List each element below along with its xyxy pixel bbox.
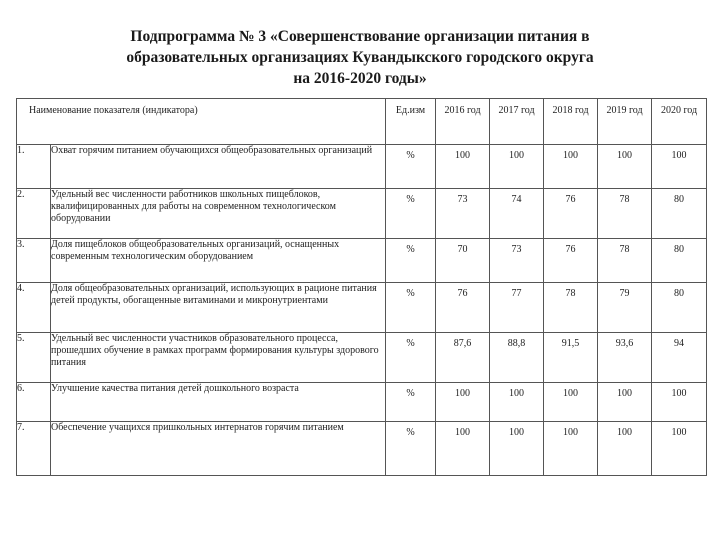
row-number: 7.	[17, 422, 51, 476]
row-unit: %	[386, 422, 436, 476]
row-unit: %	[386, 189, 436, 239]
row-value-2016: 73	[436, 189, 490, 239]
row-value-2019: 79	[598, 283, 652, 333]
row-indicator-name: Удельный вес численности работников школьных пищеблоков, квалифицированных для работы на современном технологическом оборудовании	[51, 189, 386, 239]
row-value-2019: 100	[598, 383, 652, 422]
header-year-2017: 2017 год	[490, 99, 544, 145]
table-row	[17, 283, 707, 333]
row-indicator-name: Улучшение качества питания детей дошкольного возраста	[51, 383, 386, 422]
row-value-2017: 100	[490, 422, 544, 476]
table-row	[17, 189, 707, 239]
title-line-1: Подпрограмма № 3 «Совершенствование организации питания в	[130, 28, 590, 45]
row-value-2016: 100	[436, 145, 490, 189]
row-unit: %	[386, 283, 436, 333]
row-value-2017: 100	[490, 145, 544, 189]
row-value-2018: 91,5	[544, 333, 598, 383]
table-row	[17, 383, 707, 422]
row-value-2016: 100	[436, 422, 490, 476]
row-value-2020: 80	[652, 283, 707, 333]
row-unit: %	[386, 383, 436, 422]
header-year-2019: 2019 год	[598, 99, 652, 145]
row-number: 6.	[17, 383, 51, 422]
row-value-2019: 100	[598, 422, 652, 476]
table-row	[17, 422, 707, 476]
row-value-2020: 80	[652, 239, 707, 283]
title-line-3: на 2016-2020 годы»	[293, 70, 427, 87]
header-unit: Ед.изм	[386, 99, 436, 145]
row-indicator-name: Доля пищеблоков общеобразовательных организаций, оснащенных современным технологическим оборудованием	[51, 239, 386, 283]
row-value-2016: 76	[436, 283, 490, 333]
row-value-2018: 100	[544, 145, 598, 189]
row-value-2020: 100	[652, 383, 707, 422]
table-row	[17, 145, 707, 189]
header-name: Наименование показателя (индикатора)	[17, 99, 386, 145]
row-value-2016: 70	[436, 239, 490, 283]
row-value-2020: 80	[652, 189, 707, 239]
row-number: 3.	[17, 239, 51, 283]
row-unit: %	[386, 239, 436, 283]
header-year-2020: 2020 год	[652, 99, 707, 145]
row-indicator-name: Удельный вес численности участников образовательного процесса, прошедших обучение в рамках программ формирования культуры здорового питания	[51, 333, 386, 383]
row-value-2018: 100	[544, 422, 598, 476]
table-row	[17, 333, 707, 383]
row-value-2020: 94	[652, 333, 707, 383]
row-value-2018: 76	[544, 189, 598, 239]
row-value-2017: 88,8	[490, 333, 544, 383]
row-value-2017: 74	[490, 189, 544, 239]
title-line-2: образовательных организациях Кувандыкского городского округа	[126, 49, 594, 66]
row-number: 4.	[17, 283, 51, 333]
row-value-2017: 77	[490, 283, 544, 333]
row-value-2018: 76	[544, 239, 598, 283]
row-value-2018: 100	[544, 383, 598, 422]
row-value-2019: 78	[598, 189, 652, 239]
row-value-2020: 100	[652, 422, 707, 476]
header-year-2016: 2016 год	[436, 99, 490, 145]
row-unit: %	[386, 145, 436, 189]
row-value-2019: 100	[598, 145, 652, 189]
row-indicator-name: Охват горячим питанием обучающихся общеобразовательных организаций	[51, 145, 386, 189]
row-indicator-name: Доля общеобразовательных организаций, использующих в рационе питания детей продукты, обогащенные витаминами и микронутриентами	[51, 283, 386, 333]
table-row	[17, 239, 707, 283]
row-value-2016: 100	[436, 383, 490, 422]
row-value-2017: 100	[490, 383, 544, 422]
row-number: 5.	[17, 333, 51, 383]
row-value-2019: 78	[598, 239, 652, 283]
row-indicator-name: Обеспечение учащихся пришкольных интернатов горячим питанием	[51, 422, 386, 476]
row-value-2018: 78	[544, 283, 598, 333]
document-title	[40, 26, 680, 89]
row-value-2019: 93,6	[598, 333, 652, 383]
row-unit: %	[386, 333, 436, 383]
row-number: 1.	[17, 145, 51, 189]
header-year-2018: 2018 год	[544, 99, 598, 145]
row-value-2016: 87,6	[436, 333, 490, 383]
table-header-row	[17, 99, 707, 145]
row-value-2017: 73	[490, 239, 544, 283]
indicators-table	[16, 98, 707, 476]
row-value-2020: 100	[652, 145, 707, 189]
row-number: 2.	[17, 189, 51, 239]
